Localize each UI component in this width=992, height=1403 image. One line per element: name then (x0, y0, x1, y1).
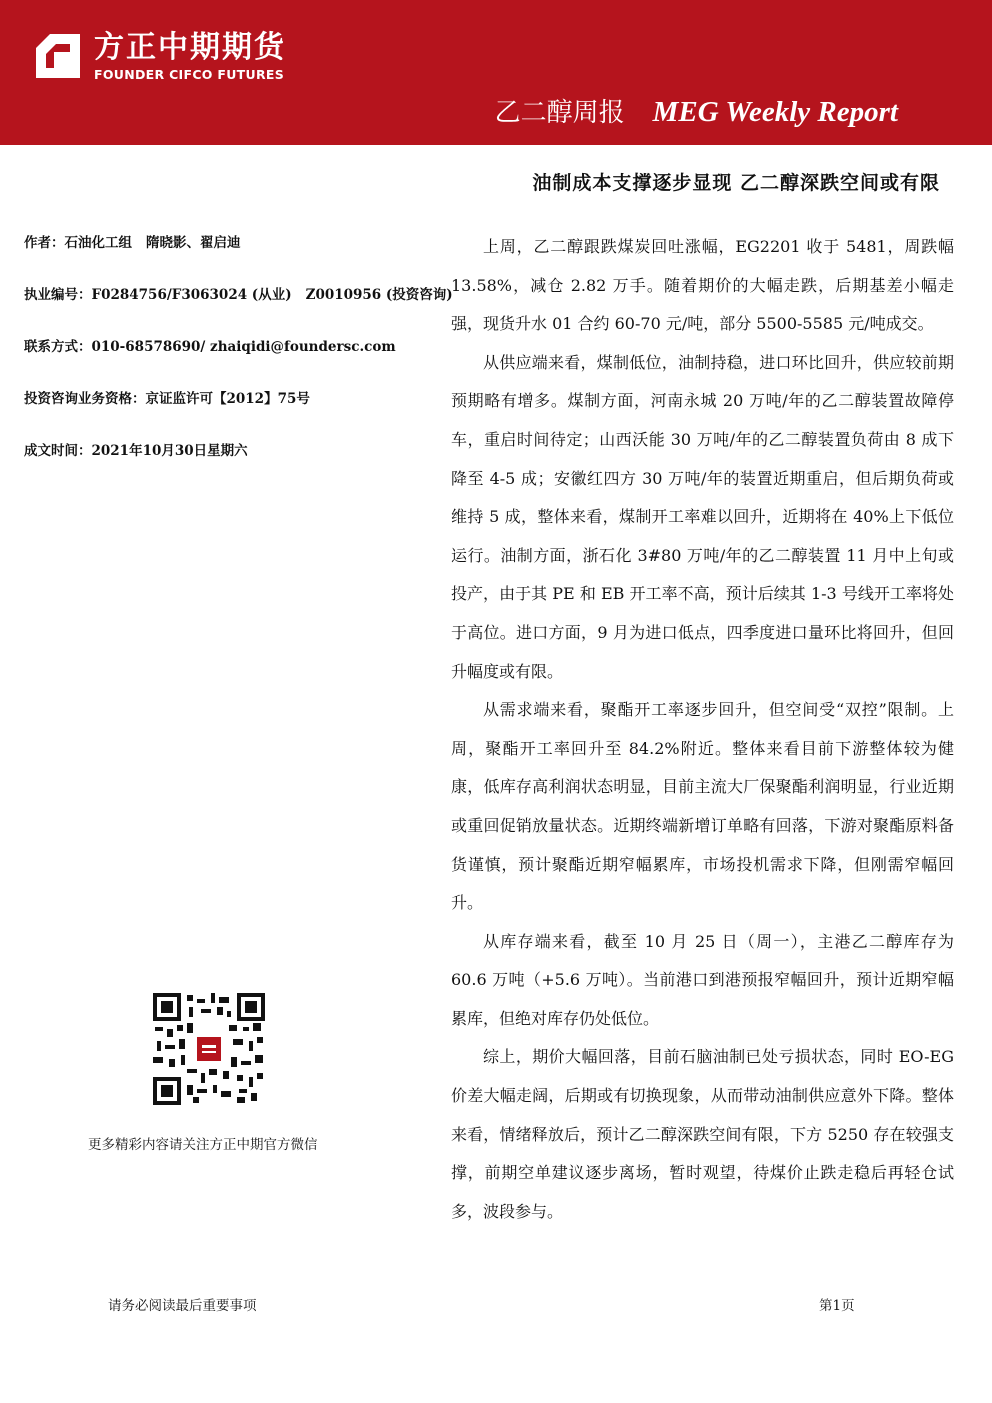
report-title-en: MEG Weekly Report (652, 96, 898, 128)
date-label: 成文时间： (24, 443, 92, 459)
contact-line (24, 335, 396, 355)
paragraph-inventory: 从库存端来看，截至 10 月 25 日（周一），主港乙二醇库存为 60.6 万吨（+5.6 万吨）。当前港口到港预报窄幅回升，预计近期窄幅累库，但绝对库存仍处低位。 (451, 931, 954, 1028)
qualification-line (24, 387, 310, 407)
report-header-banner (0, 0, 992, 145)
paragraph-supply: 从供应端来看，煤制低位，油制持稳，进口环比回升，供应较前期预期略有增多。煤制方面，河南永城 20 万吨/年的乙二醇装置故障停车，重启时间待定；山西沃能 30 万吨/年的乙二醇装置负荷由 8 成下降至 4-5 成；安徽红四方 30 万吨/年的装置近期重启，但后期负荷或维持 5 成，整体来看，煤制开工率难以回升，近期将在 40%上下低位运行。油制方面，浙石化 3#80 万吨/年的乙二醇装置 11 月中上旬或投产，由于其 PE 和 EB 开工率不高，预计后续其 1-3 号线开工率将处于高位。进口方面，9 月为进口低点，四季度进口量环比将回升，但回升幅度或有限。 (451, 352, 954, 681)
date-value: 2021年10月30日星期六 (91, 443, 248, 459)
paragraph-summary: 上周，乙二醇跟跌煤炭回吐涨幅，EG2201 收于 5481，周跌幅 13.58%，减仓 2.82 万手。随着期价的大幅走跌，后期基差小幅走强，现货升水 01 合约 60-70 元/吨，部分 5500-5585 元/吨成交。 (451, 237, 954, 334)
contact-label: 联系方式： (24, 339, 92, 355)
qr-caption: 更多精彩内容请关注方正中期官方微信 (88, 1137, 318, 1153)
paragraph-conclusion: 综上，期价大幅回落，目前石脑油制已处亏损状态，同时 EO-EG 价差大幅走阔，后期或有切换现象，从而带动油制供应意外下降。整体来看，情绪释放后，预计乙二醇深跌空间有限，下方 5250 存在较强支撑，前期空单建议逐步离场，暂时观望，待煤价止跌走稳后再轻仓试多，波段参与。 (451, 1047, 954, 1221)
qualification-value: 京证监许可【2012】75号 (145, 391, 310, 407)
author-group: 石油化工组 (64, 235, 132, 251)
author-line (24, 231, 241, 251)
article-headline: 油制成本支撑逐步显现 乙二醇深跌空间或有限 (532, 172, 940, 194)
brand-name-en: FOUNDER CIFCO FUTURES (94, 67, 285, 82)
contact-value: 010-68578690/ zhaiqidi@foundersc.com (91, 339, 396, 355)
license-label: 执业编号： (24, 287, 92, 303)
footer-notice: 请务必阅读最后重要事项 (108, 1298, 257, 1314)
paragraph-demand: 从需求端来看，聚酯开工率逐步回升，但空间受“双控”限制。上周，聚酯开工率回升至 84.2%附近。整体来看目前下游整体较为健康，低库存高利润状态明显，目前主流大厂保聚酯利润明显，行业近期或重回促销放量状态。近期终端新增订单略有回落，下游对聚酯原料备货谨慎，预计聚酯近期窄幅累库，市场投机需求下降，但刚需窄幅回升。 (451, 700, 954, 913)
author-label: 作者： (24, 235, 65, 251)
article-body (451, 228, 954, 1231)
report-title-cn: 乙二醇周报 (494, 98, 625, 128)
license-line (24, 283, 453, 303)
report-title (495, 92, 898, 136)
brand-name-cn: 方正中期期货 (94, 30, 286, 65)
date-line (24, 439, 248, 459)
license-value: F0284756/F3063024 (从业) (91, 287, 292, 303)
page-number: 第1页 (819, 1298, 855, 1314)
author-names: 隋晓影、翟启迪 (146, 235, 241, 251)
founder-logo-icon (36, 34, 80, 78)
wechat-qr-code-icon (153, 993, 265, 1105)
qualification-label: 投资咨询业务资格： (24, 391, 146, 407)
license-value-2: Z0010956 (投资咨询) (305, 287, 453, 303)
